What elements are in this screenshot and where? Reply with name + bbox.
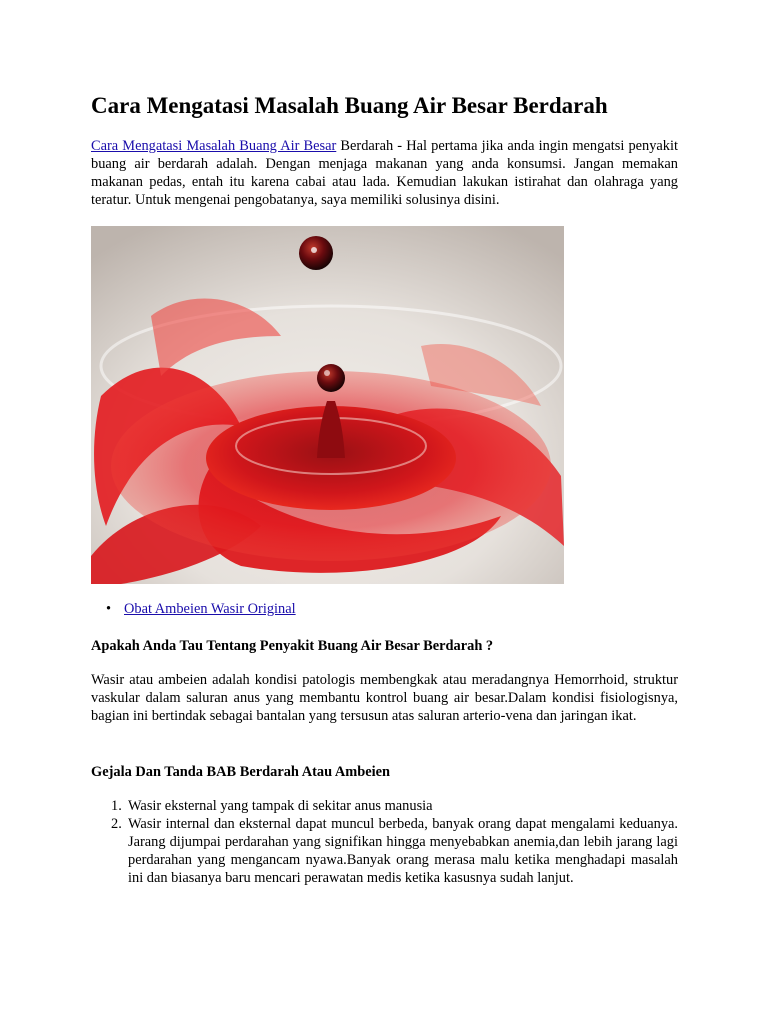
rising-drop [317, 364, 345, 392]
bullet-marker: • [106, 601, 112, 617]
list-item [91, 797, 678, 815]
obat-ambeien-link[interactable]: Obat Ambeien Wasir Original [124, 601, 296, 617]
intro-text: Berdarah - Hal pertama jika anda ingin mengatsi penyakit buang air berdarah adalah. Dengan menjaga makanan yang anda konsumsi. Jangan memakan makanan pedas, entah itu karena cabai atau lada. Kemudian lakukan istirahat dan olahraga yang teratur. Untuk mengenai pengobatanya, saya memiliki solusinya disini. [91, 138, 679, 208]
blood-drop-photo [91, 226, 564, 584]
symptom-list [91, 797, 678, 887]
list-number: 1. [111, 798, 122, 814]
article-title: Cara Mengatasi Masalah Buang Air Besar Berdarah [91, 93, 608, 118]
list-item [106, 600, 296, 618]
list-text: Wasir internal dan eksternal dapat muncul berbeda, banyak orang dapat mengalami keduanya. Jarang dijumpai perdarahan yang signifikan hingga menyebabkan anemia,dan lebih jarang lagi perdarahan yang mengancam nyawa.Banyak orang merasa malu ketika menghadapi masalah ini dan biasanya baru mencari perawatan medis ketika kasusnya sudah lanjut. [128, 816, 678, 886]
falling-drop [299, 236, 333, 270]
list-text: Wasir eksternal yang tampak di sekitar anus manusia [128, 798, 433, 814]
intro-link[interactable]: Cara Mengatasi Masalah Buang Air Besar [91, 138, 337, 154]
section-heading-apakah: Apakah Anda Tau Tentang Penyakit Buang Air Besar Berdarah ? [91, 638, 494, 654]
intro-paragraph [91, 137, 678, 209]
related-links-list [106, 600, 296, 618]
list-item [91, 815, 678, 887]
list-number: 2. [111, 816, 122, 832]
section-heading-gejala: Gejala Dan Tanda BAB Berdarah Atau Ambeien [91, 764, 391, 780]
wasir-paragraph: Wasir atau ambeien adalah kondisi patologis membengkak atau meradangnya Hemorrhoid, struktur vaskular dalam saluran anus yang membantu kontrol buang air besar.Dalam kondisi fisiologisnya, bagian ini bertindak sebagai bantalan yang tersusun atas saluran arterio-vena dan jaringan ikat. [91, 672, 678, 724]
